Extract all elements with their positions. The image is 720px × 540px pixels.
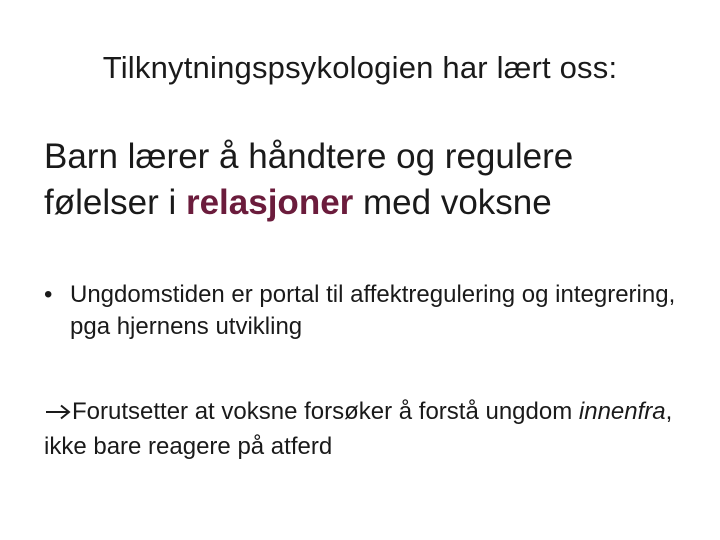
bullet-item (44, 279, 694, 343)
headline-text-part2: med voksne (353, 183, 552, 222)
headline (44, 134, 694, 226)
slide-title: Tilknytningspsykologien har lært oss: (102, 50, 618, 85)
note-text-part2: , ikke bare reagere på atferd (44, 398, 673, 460)
arrow-right-icon (44, 404, 72, 420)
note (44, 394, 694, 464)
headline-text-part1: Barn lærer å håndtere og regulere følelser i (44, 137, 574, 222)
note-text-part1: Forutsetter at voksne forsøker å forstå ungdom (72, 398, 579, 425)
bullet-marker: • (44, 281, 53, 308)
note-emphasis: innenfra (578, 398, 666, 425)
bullet-text: Ungdomstiden er portal til affektregulering og integrering, pga hjernens utvikling (70, 281, 676, 340)
headline-highlight: relasjoner (185, 183, 354, 222)
